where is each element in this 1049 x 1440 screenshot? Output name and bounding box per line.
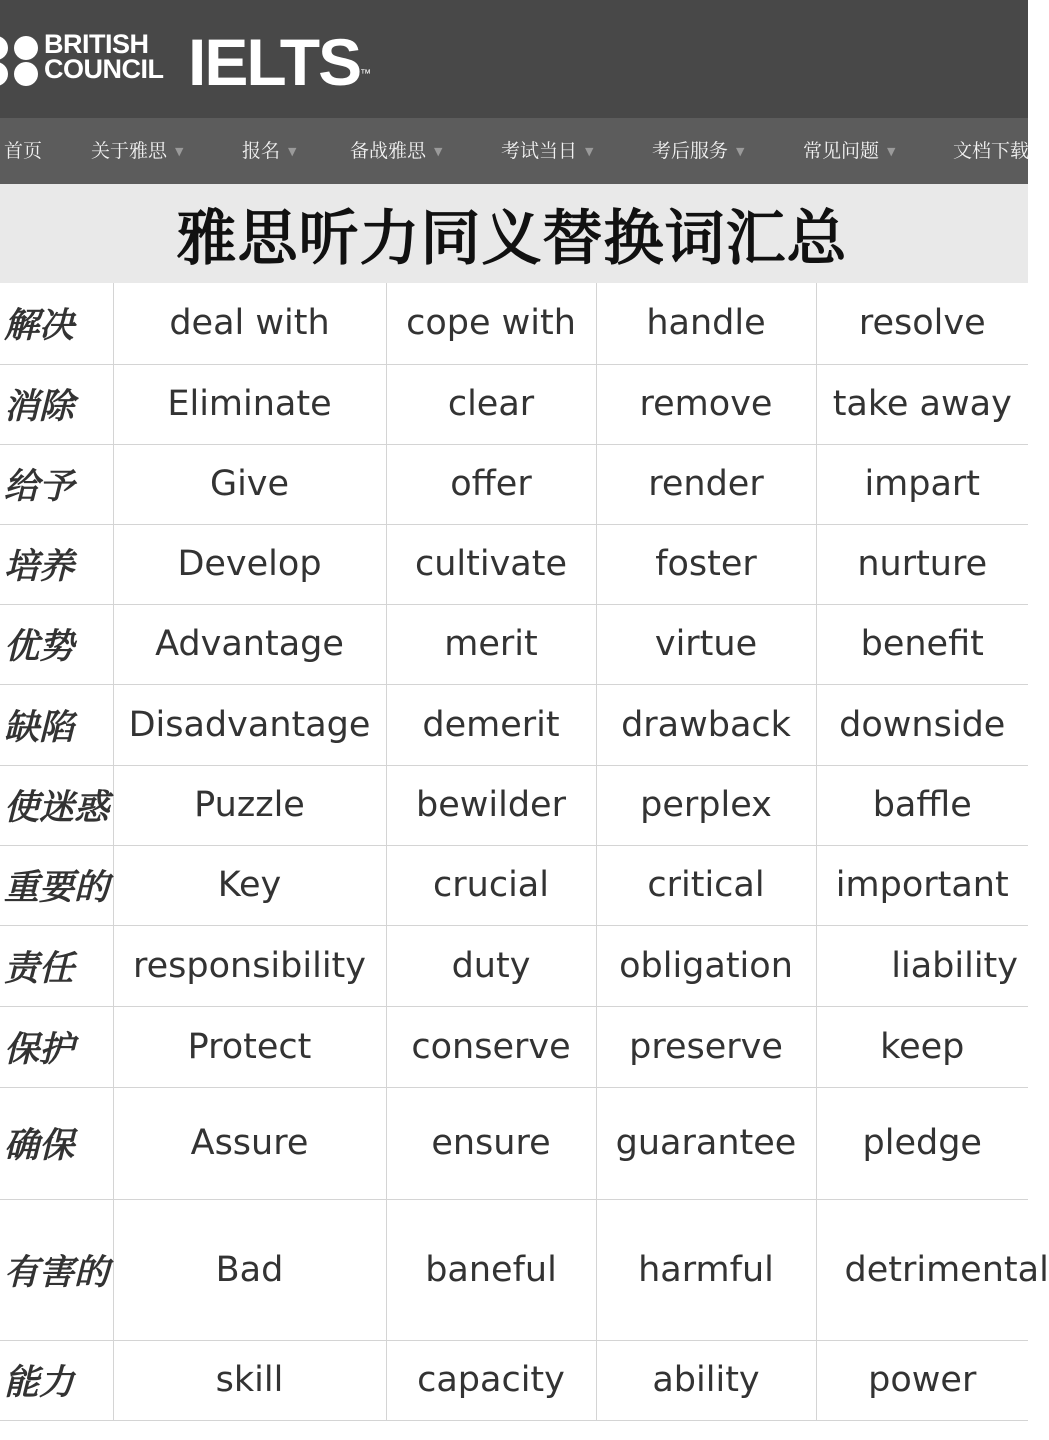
table-row bbox=[0, 524, 1028, 604]
chevron-down-icon: ▼ bbox=[434, 144, 443, 158]
chinese-term: 优势 bbox=[0, 604, 113, 684]
synonym-cell: detrimental bbox=[816, 1199, 1028, 1340]
synonym-cell: foster bbox=[596, 524, 816, 604]
chinese-term: 确保 bbox=[0, 1087, 113, 1199]
synonym-cell: Give bbox=[113, 444, 386, 524]
synonym-cell: downside bbox=[816, 684, 1028, 765]
table-row bbox=[0, 845, 1028, 925]
chinese-term: 给予 bbox=[0, 444, 113, 524]
table-row bbox=[0, 604, 1028, 684]
synonym-cell: liability bbox=[816, 925, 1028, 1006]
synonym-cell: cultivate bbox=[386, 524, 596, 604]
site-header bbox=[0, 0, 1028, 118]
synonym-cell: bewilder bbox=[386, 765, 596, 845]
synonym-cell: deal with bbox=[113, 283, 386, 364]
synonym-cell: skill bbox=[113, 1340, 386, 1420]
table-row bbox=[0, 444, 1028, 524]
chinese-term: 使迷惑 bbox=[0, 765, 113, 845]
synonym-cell: impart bbox=[816, 444, 1028, 524]
synonym-cell: Assure bbox=[113, 1087, 386, 1199]
table-row bbox=[0, 1199, 1028, 1340]
nav-item-after-test[interactable]: 考后服务 ▼ bbox=[652, 118, 744, 184]
synonym-cell: responsibility bbox=[113, 925, 386, 1006]
synonym-cell: Eliminate bbox=[113, 364, 386, 444]
ielts-wordmark: IELTS bbox=[188, 25, 361, 99]
synonym-cell: clear bbox=[386, 364, 596, 444]
nav-item-register[interactable]: 报名 ▼ bbox=[242, 118, 296, 184]
synonym-cell: nurture bbox=[816, 524, 1028, 604]
chinese-term: 消除 bbox=[0, 364, 113, 444]
chinese-term: 培养 bbox=[0, 524, 113, 604]
synonym-cell: merit bbox=[386, 604, 596, 684]
trademark-symbol: ™ bbox=[360, 68, 372, 80]
table-row bbox=[0, 765, 1028, 845]
chinese-term: 保护 bbox=[0, 1006, 113, 1087]
synonym-cell: Key bbox=[113, 845, 386, 925]
main-nav bbox=[0, 118, 1028, 184]
chinese-term: 能力 bbox=[0, 1340, 113, 1420]
synonym-cell: Puzzle bbox=[113, 765, 386, 845]
synonym-cell: handle bbox=[596, 283, 816, 364]
synonym-cell: duty bbox=[386, 925, 596, 1006]
chevron-down-icon: ▼ bbox=[887, 144, 896, 158]
synonym-cell: critical bbox=[596, 845, 816, 925]
table-row bbox=[0, 925, 1028, 1006]
chevron-down-icon: ▼ bbox=[175, 144, 184, 158]
chinese-term: 解决 bbox=[0, 283, 113, 364]
page-title: 雅思听力同义替换词汇总 bbox=[176, 203, 848, 274]
synonym-cell: ensure bbox=[386, 1087, 596, 1199]
chinese-term: 缺陷 bbox=[0, 684, 113, 765]
synonym-cell: perplex bbox=[596, 765, 816, 845]
table-row bbox=[0, 1340, 1028, 1420]
chinese-term: 责任 bbox=[0, 925, 113, 1006]
synonym-cell: capacity bbox=[386, 1340, 596, 1420]
table-row bbox=[0, 684, 1028, 765]
chevron-down-icon: ▼ bbox=[288, 144, 297, 158]
nav-item-prepare[interactable]: 备战雅思 ▼ bbox=[350, 118, 442, 184]
synonym-cell: Develop bbox=[113, 524, 386, 604]
nav-item-faq[interactable]: 常见问题 ▼ bbox=[803, 118, 895, 184]
synonym-cell: important bbox=[816, 845, 1028, 925]
synonym-cell: drawback bbox=[596, 684, 816, 765]
nav-item-test-day[interactable]: 考试当日 ▼ bbox=[501, 118, 593, 184]
synonym-cell: cope with bbox=[386, 283, 596, 364]
chevron-down-icon: ▼ bbox=[736, 144, 745, 158]
table-row bbox=[0, 1087, 1028, 1199]
synonym-cell: remove bbox=[596, 364, 816, 444]
title-band bbox=[0, 184, 1028, 283]
table-row bbox=[0, 1006, 1028, 1087]
chevron-down-icon: ▼ bbox=[585, 144, 594, 158]
synonym-cell: Advantage bbox=[113, 604, 386, 684]
synonym-cell: render bbox=[596, 444, 816, 524]
nav-item-about-ielts[interactable]: 关于雅思 ▼ bbox=[91, 118, 183, 184]
synonym-cell: preserve bbox=[596, 1006, 816, 1087]
synonym-cell: baffle bbox=[816, 765, 1028, 845]
synonym-cell: ability bbox=[596, 1340, 816, 1420]
chinese-term: 重要的 bbox=[0, 845, 113, 925]
synonym-cell: guarantee bbox=[596, 1087, 816, 1199]
synonym-cell: Bad bbox=[113, 1199, 386, 1340]
nav-item-downloads[interactable]: 文档下载 bbox=[953, 140, 1030, 162]
synonym-cell: obligation bbox=[596, 925, 816, 1006]
synonym-cell: harmful bbox=[596, 1199, 816, 1340]
synonym-cell: Disadvantage bbox=[113, 684, 386, 765]
chinese-term: 有害的 bbox=[0, 1199, 113, 1340]
nav-item-home[interactable]: 首页 bbox=[4, 140, 43, 162]
synonym-cell: Protect bbox=[113, 1006, 386, 1087]
synonym-cell: demerit bbox=[386, 684, 596, 765]
synonym-cell: conserve bbox=[386, 1006, 596, 1087]
synonym-cell: crucial bbox=[386, 845, 596, 925]
synonym-cell: baneful bbox=[386, 1199, 596, 1340]
table-row bbox=[0, 364, 1028, 444]
synonym-cell: resolve bbox=[816, 283, 1028, 364]
synonym-cell: virtue bbox=[596, 604, 816, 684]
synonym-cell: offer bbox=[386, 444, 596, 524]
synonym-cell: benefit bbox=[816, 604, 1028, 684]
synonym-table bbox=[0, 283, 1049, 1420]
table-row bbox=[0, 283, 1028, 364]
synonym-cell: power bbox=[816, 1340, 1028, 1420]
british-council-wordmark[interactable]: BRITISH COUNCIL bbox=[44, 29, 164, 84]
british-council-logo-icon[interactable] bbox=[0, 34, 42, 88]
synonym-cell: take away bbox=[816, 364, 1028, 444]
synonym-cell: keep bbox=[816, 1006, 1028, 1087]
synonym-cell: pledge bbox=[816, 1087, 1028, 1199]
ielts-logo[interactable] bbox=[188, 22, 371, 102]
